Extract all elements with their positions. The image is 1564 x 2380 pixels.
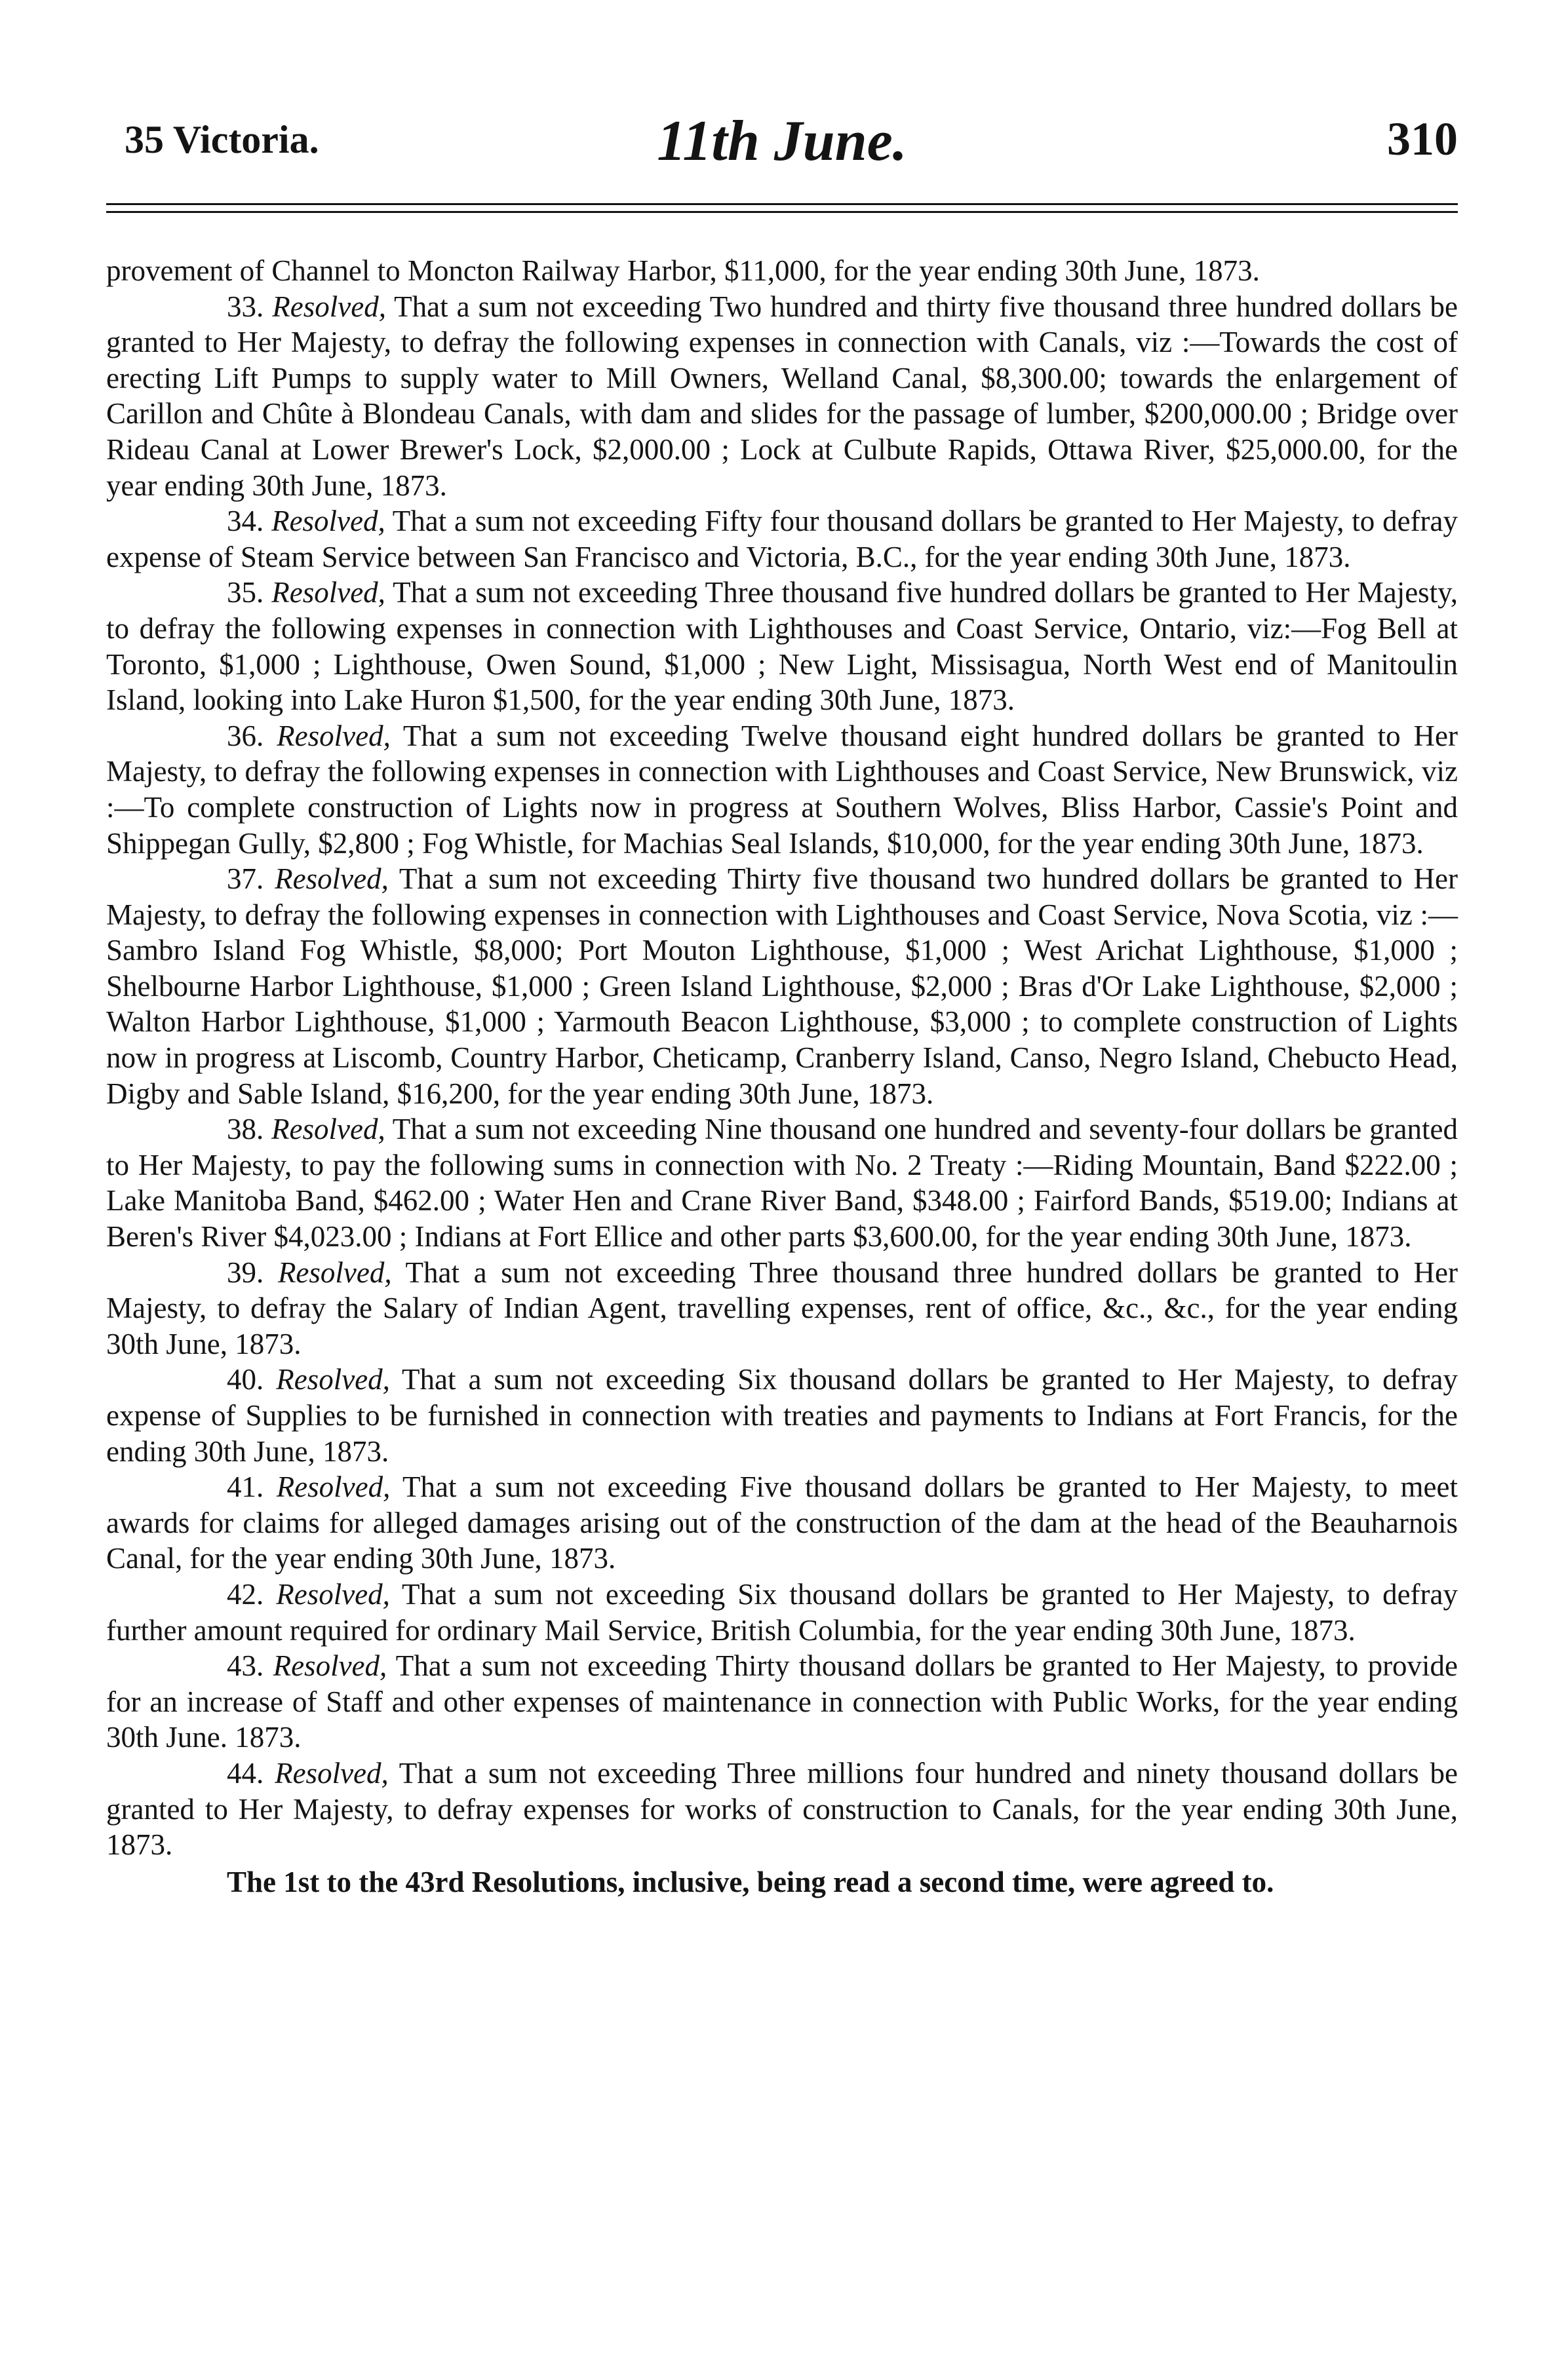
closing-statement: The 1st to the 43rd Resolutions, inclusive, being read a second time, were agreed to. — [227, 1865, 1274, 1898]
resolved-label: Resolved, — [275, 1756, 389, 1790]
page-header — [106, 108, 1458, 180]
resolved-label: Resolved, — [276, 1577, 390, 1611]
resolution-40 — [106, 1362, 1458, 1469]
resolution-number: 35. — [227, 576, 264, 609]
resolved-label: Resolved, — [273, 1649, 387, 1683]
paragraph-continued — [106, 253, 1458, 289]
resolution-text: That a sum not exceeding Six thousand dollars be granted to Her Majesty, to defray further amount required for ordinary Mail Service, British Columbia, for the year ending 30th June, 1873. — [106, 1577, 1458, 1647]
resolution-text: That a sum not exceeding Thirty five thousand two hundred dollars be granted to Her Majesty, to defray the following expenses in connection with Lighthouses and Coast Service, Nova Scotia, viz :—Sambro Island Fog Whistle, $8,000; Port Mouton Lighthouse, $1,000 ; West Arichat Lighthouse, $1,000 ; Shelbourne Harbor Lighthouse, $1,000 ; Green Island Lighthouse, $2,000 ; Bras d'Or Lake Lighthouse, $2,000 ; Walton Harbor Lighthouse, $1,000 ; Yarmouth Beacon Lighthouse, $3,000 ; to complete construction of Lights now in progress at Liscomb, Country Harbor, Cheticamp, Cranberry Island, Canso, Negro Island, Chebucto Head, Digby and Sable Island, $16,200, for the year ending 30th June, 1873. — [106, 862, 1458, 1110]
resolved-label: Resolved, — [277, 719, 391, 752]
resolved-label: Resolved, — [277, 1256, 392, 1289]
resolution-41 — [106, 1469, 1458, 1577]
resolution-text: That a sum not exceeding Nine thousand one hundred and seventy-four dollars be granted to Her Majesty, to pay the following sums in connection with No. 2 Treaty :—Riding Mountain, Band $222.00 ; Lake Manitoba Band, $462.00 ; Water Hen and Crane River Band, $348.00 ; Fairford Bands, $519.00; Indians at Beren's River $4,023.00 ; Indians at Fort Ellice and other parts $3,600.00, for the year ending 30th June, 1873. — [106, 1113, 1458, 1254]
resolved-label: Resolved, — [275, 862, 389, 896]
header-page-number: 310 — [1387, 113, 1458, 165]
resolved-label: Resolved, — [272, 290, 386, 323]
resolution-text: That a sum not exceeding Fifty four thousand dollars be granted to Her Majesty, to defray expense of Steam Service between San Francisco and Victoria, B.C., for the year ending 30th June, 1873. — [106, 505, 1458, 573]
resolution-text: That a sum not exceeding Thirty thousand dollars be granted to Her Majesty, to provide for an increase of Staff and other expenses of maintenance in connection with Public Works, for the year ending 30th June. 1873. — [106, 1649, 1458, 1754]
resolutions-body — [106, 253, 1458, 1900]
header-rule-bottom — [106, 211, 1458, 213]
paragraph-text: provement of Channel to Moncton Railway Harbor, $11,000, for the year ending 30th June, 1873. — [106, 254, 1260, 287]
resolution-number: 34. — [227, 505, 264, 538]
resolution-39 — [106, 1255, 1458, 1362]
resolved-label: Resolved, — [271, 576, 385, 609]
resolution-37 — [106, 861, 1458, 1111]
resolution-number: 33. — [227, 290, 264, 323]
resolution-number: 44. — [227, 1756, 264, 1790]
header-rule-top — [106, 203, 1458, 205]
resolution-33 — [106, 289, 1458, 504]
resolution-text: That a sum not exceeding Three thousand five hundred dollars be granted to Her Majesty, to defray the following expenses in connection with Lighthouses and Coast Service, Ontario, viz:—Fog Bell at Toronto, $1,000 ; Lighthouse, Owen Sound, $1,000 ; New Light, Missisagua, North West end of Manitoulin Island, looking into Lake Huron $1,500, for the year ending 30th June, 1873. — [106, 576, 1458, 717]
resolution-38 — [106, 1111, 1458, 1254]
resolution-number: 39. — [227, 1256, 264, 1289]
header-volume: 35 Victoria. — [125, 118, 319, 161]
resolution-number: 40. — [227, 1363, 264, 1396]
header-date: 11th June. — [657, 109, 907, 173]
resolution-text: That a sum not exceeding Twelve thousand eight hundred dollars be granted to Her Majesty, to defray the following expenses in connection with Lighthouses and Coast Service, New Brunswick, viz :—To complete construction of Lights now in progress at Southern Wolves, Bliss Harbor, Cassie's Point and Shippegan Gully, $2,800 ; Fog Whistle, for Machias Seal Islands, $10,000, for the year ending 30th June, 1873. — [106, 719, 1458, 860]
resolution-number: 38. — [227, 1113, 264, 1146]
resolution-text: That a sum not exceeding Six thousand dollars be granted to Her Majesty, to defray expense of Supplies to be furnished in connection with treaties and payments to Indians at Fort Francis, for the ending 30th June, 1873. — [106, 1363, 1458, 1468]
resolved-label: Resolved, — [271, 505, 385, 538]
resolution-34 — [106, 503, 1458, 575]
resolution-text: That a sum not exceeding Three millions four hundred and ninety thousand dollars be granted to Her Majesty, to defray expenses for works of construction to Canals, for the year ending 30th June, 1873. — [106, 1756, 1458, 1862]
resolution-35 — [106, 575, 1458, 718]
resolved-label: Resolved, — [276, 1363, 390, 1396]
resolution-text: That a sum not exceeding Two hundred and thirty five thousand three hundred dollars be granted to Her Majesty, to defray the following expenses in connection with Canals, viz :—Towards the cost of erecting Lift Pumps to supply water to Mill Owners, Welland Canal, $8,300.00; towards the enlargement of Carillon and Chûte à Blondeau Canals, with dam and slides for the passage of lumber, $200,000.00 ; Bridge over Rideau Canal at Lower Brewer's Lock, $2,000.00 ; Lock at Culbute Rapids, Ottawa River, $25,000.00, for the year ending 30th June, 1873. — [106, 290, 1458, 502]
resolved-label: Resolved, — [276, 1470, 391, 1504]
resolution-number: 37. — [227, 862, 264, 896]
resolution-number: 43. — [227, 1649, 264, 1683]
resolution-36 — [106, 718, 1458, 861]
resolved-label: Resolved, — [271, 1113, 385, 1146]
resolution-44 — [106, 1756, 1458, 1863]
resolution-text: That a sum not exceeding Five thousand dollars be granted to Her Majesty, to meet awards for claims for alleged damages arising out of the construction of the dam at the head of the Beauharnois Canal, for the year ending 30th June, 1873. — [106, 1470, 1458, 1575]
resolution-number: 42. — [227, 1577, 264, 1611]
resolution-number: 36. — [227, 719, 264, 752]
resolution-43 — [106, 1648, 1458, 1756]
resolution-text: That a sum not exceeding Three thousand three hundred dollars be granted to Her Majesty, to defray the Salary of Indian Agent, travelling expenses, rent of office, &c., &c., for the year ending 30th June, 1873. — [106, 1256, 1458, 1360]
resolution-number: 41. — [227, 1470, 264, 1504]
resolution-42 — [106, 1577, 1458, 1648]
